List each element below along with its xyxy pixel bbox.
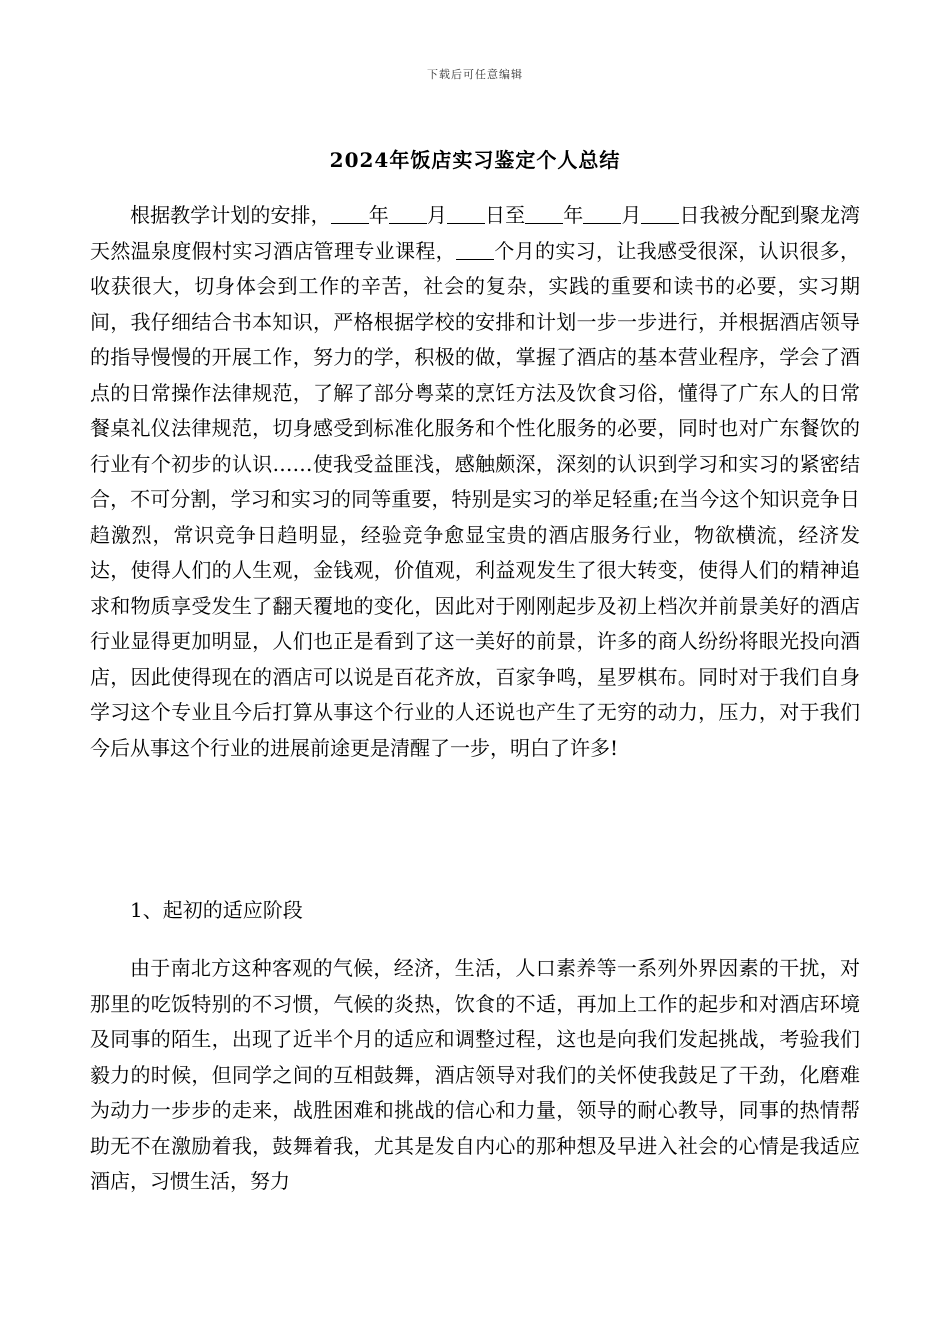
blank-line: [389, 203, 427, 224]
text-segment: 月: [426, 203, 447, 227]
paragraph-adaptation: 由于南北方这种客观的气候，经济，生活，人口素养等一系列外界因素的干扰，对那里的吃饭特别的不习惯，气候的炎热，饮食的不适，再加上工作的起步和对酒店环境及同事的陌生，出现了近半个月的适应和调整过程，这也是向我们发起挑战，考验我们毅力的时候，但同学之间的互相鼓舞，酒店领导对我们的关怀使我鼓足了干劲，化磨难为动力一步步的走来，战胜困难和挑战的信心和力量，领导的耐心教导，同事的热情帮助无不在激励着我，鼓舞着我，尤其是发自内心的那种想及早进入社会的心情是我适应酒店，习惯生活，努力: [90, 956, 860, 1193]
text-segment: 日我被分配到聚龙湾天然温泉度假村实习酒店管理专业课程，: [90, 203, 861, 263]
text-segment: 个月的实习，让我感受很深，认识很多，收获很大，切身体会到工作的辛苦，社会的复杂，实践的重要和读书的必要，实习期间，我仔细结合书本知识，严格根据学校的安排和计划一步一步进行，并根据酒店领导的指导慢慢的开展工作，努力的学，积极的做，掌握了酒店的基本营业程序，学会了酒点的日常操作法律规范，了解了部分粤菜的烹饪方法及饮食习俗，懂得了广东人的日常餐桌礼仪法律规范，切身感受到标准化服务和个性化服务的必要，同时也对广东餐饮的行业有个初步的认识……使我受益匪浅，感触颇深，深刻的认识到学习和实习的紧密结合，不可分割，学习和实习的同等重要，特别是实习的举足轻重;在当今这个知识竞争日趋激烈，常识竞争日趋明显，经验竞争愈显宝贵的酒店服务行业，物欲横流，经济发达，使得人们的人生观，金钱观，价值观，利益观发生了很大转变，使得人们的精神追求和物质享受发生了翻天覆地的变化，因此对于刚刚起步及初上档次并前景美好的酒店行业显得更加明显，人们也正是看到了这一美好的前景，许多的商人纷纷将眼光投向酒店，因此使得现在的酒店可以说是百花齐放，百家争鸣，星罗棋布。同时对于我们自身学习这个专业且今后打算从事这个行业的人还说也产生了无穷的动力，压力，对于我们今后从事这个行业的进展前途更是清醒了一步，明白了许多!: [90, 238, 860, 760]
document-title: 2024年饭店实习鉴定个人总结: [329, 148, 621, 172]
paragraph-intro: [90, 198, 860, 766]
text-segment: 日至: [484, 203, 526, 227]
section-heading: 1、起初的适应阶段: [130, 898, 303, 922]
blank-line: [583, 203, 621, 224]
text-segment: 月: [621, 203, 642, 227]
text-segment: 年: [368, 203, 389, 227]
blank-line: [447, 203, 485, 224]
header-note: 下载后可任意编辑: [427, 68, 523, 81]
blank-line: [456, 239, 494, 260]
blank-line: [641, 203, 679, 224]
text-segment: 根据教学计划的安排，: [130, 203, 331, 227]
blank-line: [331, 203, 369, 224]
text-segment: 年: [563, 203, 584, 227]
blank-line: [525, 203, 563, 224]
